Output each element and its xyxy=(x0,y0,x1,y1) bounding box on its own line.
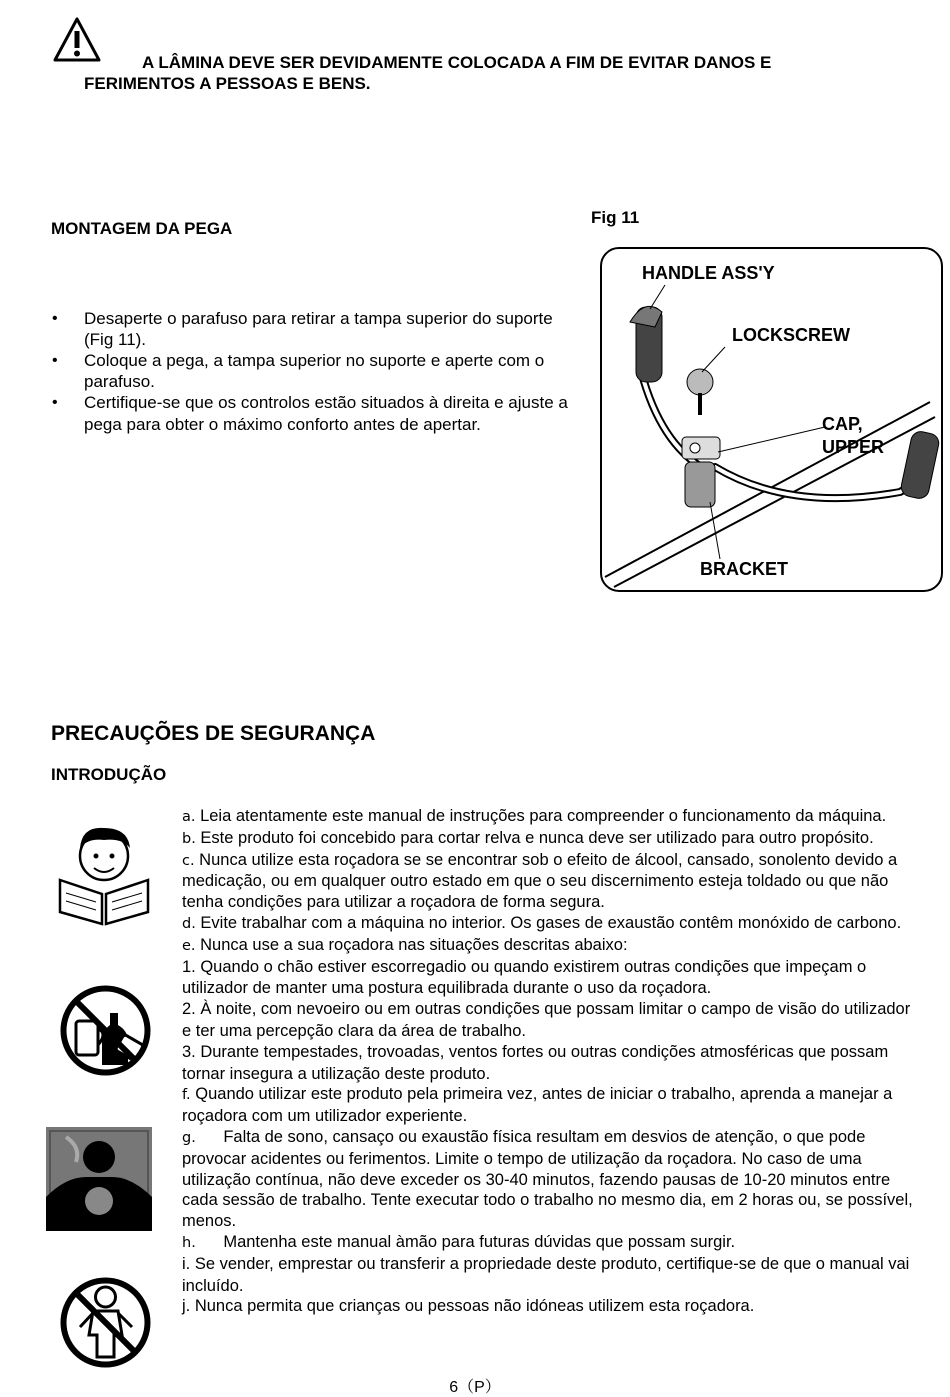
bracket-label: BRACKET xyxy=(700,559,788,579)
no-children-icon xyxy=(58,1275,153,1370)
handle-assembly-figure xyxy=(600,247,943,592)
item-mark: g. xyxy=(182,1129,196,1146)
assembly-steps xyxy=(52,308,572,436)
warning-line-2: FERIMENTOS A PESSOAS E BENS. xyxy=(84,74,371,93)
safety-item: c. Nunca utilize esta roçadora se se encontrar sob o efeito de álcool, cansado, sonolento devido a medicação, ou em qualquer outro estado em que o seu discernimento esteja toldado ou que não tenha condições para utilizar a roçadora de forma segura. xyxy=(182,850,898,912)
intro-heading: INTRODUÇÃO xyxy=(51,765,167,784)
no-alcohol-drugs-icon xyxy=(58,983,153,1078)
assembly-step: • Certifique-se que os controlos estão situados à direita e ajuste a pega para obter o máximo conforto antes de apertar. xyxy=(52,392,572,436)
no-exhaust-fumes-icon xyxy=(46,1127,152,1231)
item-mark: a. xyxy=(182,809,196,825)
safety-item: a. Leia atentamente este manual de instruções para compreender o funcionamento da máquina. xyxy=(182,807,887,825)
page-number: 6（P） xyxy=(449,1379,501,1396)
safety-item: h. Mantenha este manual àmão para futuras dúvidas que possam surgir. xyxy=(182,1232,736,1251)
assembly-heading: MONTAGEM DA PEGA xyxy=(51,219,233,238)
item-mark: b. xyxy=(182,830,196,847)
blade-warning xyxy=(84,52,914,94)
lockscrew-label: LOCKSCREW xyxy=(732,325,850,345)
reading-manual-icon xyxy=(52,818,156,928)
safety-item: 1. Quando o chão estiver escorregadio ou quando existirem outras condições que impeçam o utilizador de manter uma postura equilibrada durante o uso da roçadora. xyxy=(182,957,867,998)
safety-items xyxy=(182,806,922,1318)
item-mark: d. xyxy=(182,915,196,932)
safety-item: f. Quando utilizar este produto pela primeira vez, antes de iniciar o trabalho, aprenda a manejar a roçadora com um utilizador experiente. xyxy=(182,1085,893,1126)
assembly-step: • Desaperte o parafuso para retirar a tampa superior do suporte (Fig 11). xyxy=(52,308,572,350)
item-mark: c. xyxy=(182,852,195,869)
item-mark: h. xyxy=(182,1234,196,1251)
item-mark: f. xyxy=(182,1087,191,1104)
cap-label-line2: UPPER xyxy=(822,437,885,457)
safety-item: d. Evite trabalhar com a máquina no interior. Os gases de exaustão contêm monóxido de carbono. xyxy=(182,913,902,932)
safety-item: 2. À noite, com nevoeiro ou em outras condições que possam limitar o campo de visão do utilizador e ter uma percepção clara da área de trabalho. xyxy=(182,1000,911,1040)
safety-item: g. Falta de sono, cansaço ou exaustão física resultam em desvios de atenção, o que pode provocar acidentes ou ferimentos. Limite o tempo de utilização da roçadora. No caso de uma utilização contínua, não deve exceder os 30-40 minutos, fazendo pausas de 10-20 minutos entre cada sessão de trabalho. Tente executar todo o trabalho no mesmo dia, em 2 horas ou, se possível, menos. xyxy=(182,1127,918,1231)
safety-item: e. Nunca use a sua roçadora nas situações descritas abaixo: xyxy=(182,935,628,954)
safety-item: i. Se vender, emprestar ou transferir a propriedade deste produto, certifique-se de que o manual vai incluído. xyxy=(182,1254,910,1295)
figure-label: Fig 11 xyxy=(591,208,640,227)
safety-heading: PRECAUÇÕES DE SEGURANÇA xyxy=(51,722,376,745)
safety-item: b. Este produto foi concebido para cortar relva e nunca deve ser utilizado para outro propósito. xyxy=(182,828,874,847)
safety-item: j. Nunca permita que crianças ou pessoas não idóneas utilizem esta roçadora. xyxy=(182,1297,755,1316)
warning-line-1: A LÂMINA DEVE SER DEVIDAMENTE COLOCADA A FIM DE EVITAR DANOS E xyxy=(142,53,772,72)
handle-label: HANDLE ASS'Y xyxy=(642,263,775,283)
assembly-step: • Coloque a pega, a tampa superior no suporte e aperte com o parafuso. xyxy=(52,350,572,392)
safety-item: 3. Durante tempestades, trovoadas, ventos fortes ou outras condições atmosféricas que possam tornar insegura a utilização deste produto. xyxy=(182,1042,889,1083)
cap-label-line1: CAP, xyxy=(822,414,863,434)
item-mark: e. xyxy=(182,937,196,954)
